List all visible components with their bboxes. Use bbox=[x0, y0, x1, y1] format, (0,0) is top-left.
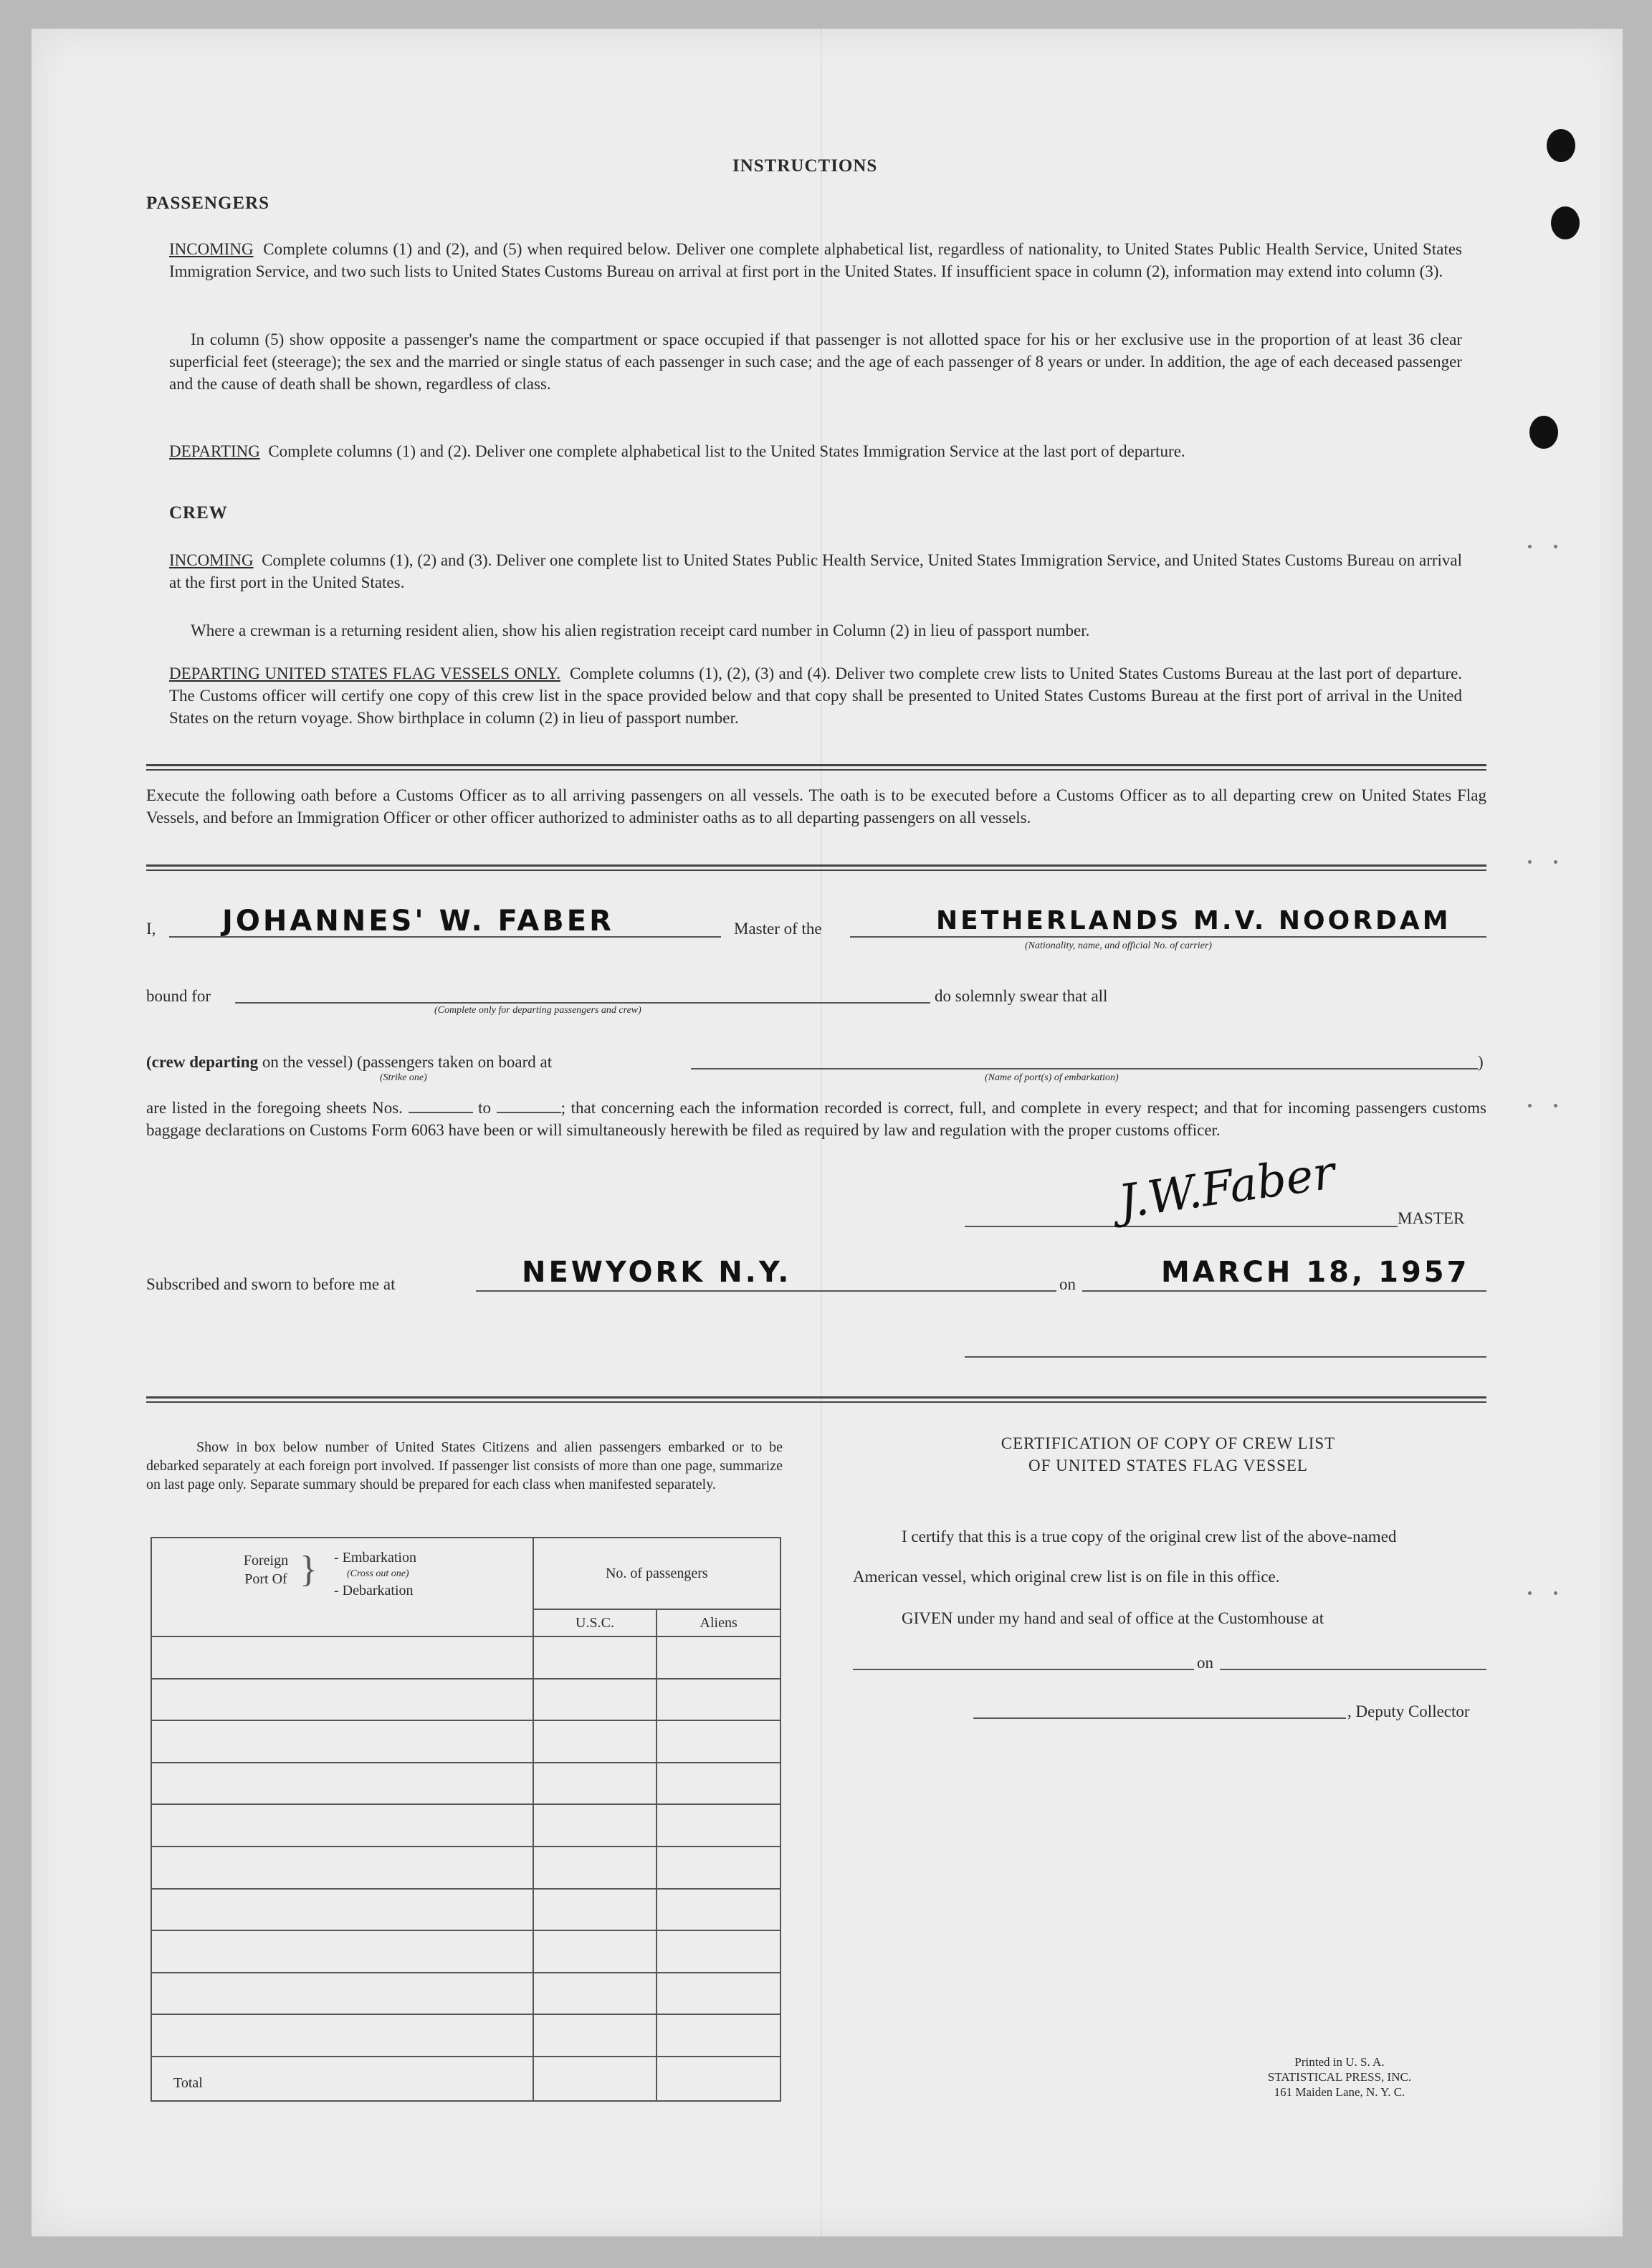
table-row bbox=[151, 1636, 780, 1679]
aliens-cell[interactable] bbox=[656, 1847, 780, 1889]
passengers-incoming-label: INCOMING bbox=[169, 240, 254, 258]
margin-dot bbox=[1528, 1104, 1532, 1107]
crew-resident: Where a crewman is a returning resident alien, show his alien registration receipt card number in Column (2) in lieu of passport number. bbox=[191, 621, 1090, 639]
margin-dot bbox=[1554, 860, 1557, 864]
section-divider bbox=[146, 764, 1486, 771]
crew-departing-label: DEPARTING UNITED STATES FLAG VESSELS ONLY. bbox=[169, 664, 560, 682]
sworn-date-field[interactable]: MARCH 18, 1957 bbox=[1161, 1256, 1470, 1289]
carrier-field[interactable]: NETHERLANDS M.V. NOORDAM bbox=[936, 906, 1451, 935]
port-cell[interactable] bbox=[151, 1763, 533, 1805]
margin-dot bbox=[1528, 545, 1532, 548]
aliens-cell[interactable] bbox=[656, 1930, 780, 1973]
carrier-caption: (Nationality, name, and official No. of carrier) bbox=[1025, 940, 1212, 951]
crew-departing-text: Complete columns (1), (2), (3) and (4). Deliver two complete crew lists to United States Customs Bureau at the last port of departure. The Customs officer will certify one copy of this crew list in the space provided below and that copy shall be presented to United States Customs Bureau at the first port of arrival in the United States on the return voyage. Show birthplace in column (2) in lieu of passport number. bbox=[169, 664, 1463, 727]
port-cell[interactable] bbox=[151, 1720, 533, 1763]
passengers-incoming bbox=[169, 238, 1462, 282]
passengers-departing bbox=[169, 440, 1462, 462]
margin-dot bbox=[1528, 1591, 1532, 1595]
table-row bbox=[151, 1679, 780, 1721]
carrier-line bbox=[850, 936, 1486, 938]
port-cell[interactable] bbox=[151, 1636, 533, 1679]
table-row bbox=[151, 1720, 780, 1763]
foreign-port-of: Foreign Port Of bbox=[243, 1553, 289, 1587]
table-row bbox=[151, 1889, 780, 1931]
printer-imprint bbox=[1250, 2054, 1429, 2100]
sworn-place-field[interactable]: NEWYORK N.Y. bbox=[522, 1256, 792, 1289]
master-name-field[interactable]: JOHANNES' W. FABER bbox=[222, 905, 614, 938]
sheets-from-blank[interactable] bbox=[409, 1112, 473, 1113]
table-row bbox=[151, 1847, 780, 1889]
crew-departing-label: (crew departing bbox=[146, 1053, 259, 1071]
passengers-departing-text: Complete columns (1) and (2). Deliver one complete alphabetical list to the United States Immigration Service at the last port of departure. bbox=[268, 442, 1185, 460]
ports-line[interactable] bbox=[691, 1068, 1478, 1069]
port-cell[interactable] bbox=[151, 2014, 533, 2057]
bound-for-line[interactable] bbox=[235, 1002, 930, 1004]
swear-label: do solemnly swear that all bbox=[935, 987, 1108, 1005]
aliens-cell[interactable] bbox=[656, 1679, 780, 1721]
officer-line[interactable] bbox=[965, 1356, 1486, 1358]
punch-hole bbox=[1551, 206, 1580, 239]
usc-cell[interactable] bbox=[533, 1804, 657, 1847]
usc-cell[interactable] bbox=[533, 1889, 657, 1931]
no-of-passengers-header: No. of passengers bbox=[533, 1538, 780, 1609]
usc-cell[interactable] bbox=[533, 1720, 657, 1763]
passengers-column5: In column (5) show opposite a passenger's name the compartment or space occupied if that passenger is not allotted space for his or her exclusive use in the proportion of at least 36 clear superficial feet (steerage); the sex and the married or single status of each passenger in such case; and the age of each passenger of 8 years or under. In addition, the age of each deceased passenger and the cause of death shall be shown, regardless of class. bbox=[169, 330, 1462, 393]
table-row bbox=[151, 1763, 780, 1805]
close-paren: ) bbox=[1478, 1053, 1484, 1071]
sworn-label: Subscribed and sworn to before me at bbox=[146, 1275, 396, 1293]
sheets-to-blank[interactable] bbox=[497, 1112, 561, 1113]
printer-line2: STATISTICAL PRESS, INC. bbox=[1267, 2070, 1412, 2084]
on-vessel-label: on the vessel) (passengers taken on board at bbox=[262, 1053, 553, 1071]
usc-cell[interactable] bbox=[533, 1973, 657, 2015]
certification-heading bbox=[932, 1432, 1405, 1477]
usc-cell[interactable] bbox=[533, 1930, 657, 1973]
master-signature-line bbox=[965, 1226, 1398, 1227]
port-cell[interactable] bbox=[151, 1930, 533, 1973]
to-label: to bbox=[478, 1099, 492, 1117]
strike-caption: (Strike one) bbox=[380, 1072, 427, 1083]
margin-dot bbox=[1554, 1104, 1557, 1107]
punch-hole bbox=[1547, 129, 1575, 162]
crew-incoming bbox=[169, 549, 1462, 594]
usc-cell[interactable] bbox=[533, 1763, 657, 1805]
port-cell[interactable] bbox=[151, 1804, 533, 1847]
master-label: MASTER bbox=[1398, 1209, 1465, 1227]
certification-heading-line2: OF UNITED STATES FLAG VESSEL bbox=[1028, 1457, 1308, 1474]
table-row bbox=[151, 1804, 780, 1847]
page-title: INSTRUCTIONS bbox=[732, 156, 878, 176]
usc-cell[interactable] bbox=[533, 1679, 657, 1721]
ports-caption: (Name of port(s) of embarkation) bbox=[985, 1072, 1119, 1083]
crew-incoming-label: INCOMING bbox=[169, 551, 254, 569]
debarkation-label[interactable]: - Debarkation bbox=[334, 1583, 414, 1598]
aliens-total-cell[interactable] bbox=[656, 2057, 780, 2101]
sworn-date-line bbox=[1082, 1290, 1486, 1292]
usc-total-cell[interactable] bbox=[533, 2057, 657, 2101]
usc-cell[interactable] bbox=[533, 2014, 657, 2057]
table-row bbox=[151, 1930, 780, 1973]
listed-label: are listed in the foregoing sheets Nos. bbox=[146, 1099, 403, 1117]
port-cell[interactable] bbox=[151, 1679, 533, 1721]
bound-for-caption: (Complete only for departing passengers and crew) bbox=[434, 1005, 641, 1016]
sworn-place-line bbox=[476, 1290, 1056, 1292]
port-cell[interactable] bbox=[151, 1973, 533, 2015]
margin-dot bbox=[1554, 545, 1557, 548]
margin-dot bbox=[1554, 1591, 1557, 1595]
port-header-cell bbox=[151, 1538, 533, 1636]
certification-text1: I certify that this is a true copy of the original crew list of the above-named bbox=[902, 1528, 1397, 1545]
crew-departing-strike bbox=[146, 1051, 552, 1073]
passenger-summary-table bbox=[151, 1537, 781, 2102]
aliens-cell[interactable] bbox=[656, 1973, 780, 2015]
punch-hole bbox=[1529, 416, 1558, 449]
crew-departing bbox=[169, 662, 1462, 729]
deputy-label: , Deputy Collector bbox=[1347, 1702, 1470, 1720]
aliens-cell[interactable] bbox=[656, 1804, 780, 1847]
certification-text2: American vessel, which original crew list is on file in this office. bbox=[853, 1568, 1280, 1586]
margin-dot bbox=[1528, 860, 1532, 864]
total-row bbox=[151, 2057, 780, 2101]
oath-intro: Execute the following oath before a Customs Officer as to all arriving passengers on all vessels. The oath is to be executed before a Customs Officer as to all departing crew on United States Flag Vessels, and before an Immigration Officer or other officer authorized to administer oaths as to all departing passengers on all vessels. bbox=[146, 786, 1486, 826]
usc-cell[interactable] bbox=[533, 1636, 657, 1679]
crew-heading: CREW bbox=[169, 503, 228, 523]
aliens-cell[interactable] bbox=[656, 1889, 780, 1931]
printer-line1: Printed in U. S. A. bbox=[1294, 2055, 1385, 2069]
aliens-header: Aliens bbox=[656, 1609, 780, 1636]
usc-header: U.S.C. bbox=[533, 1609, 657, 1636]
crew-incoming-text: Complete columns (1), (2) and (3). Deliver one complete list to United States Public Health Service, United States Immigration Service, and United States Customs Bureau on arrival at the first port in the United States. bbox=[169, 551, 1462, 591]
total-label: Total bbox=[151, 2057, 533, 2101]
section-divider bbox=[146, 1396, 1486, 1403]
master-of-label: Master of the bbox=[734, 920, 822, 938]
certification-given: GIVEN under my hand and seal of office at the Customhouse at bbox=[902, 1609, 1324, 1627]
table-row bbox=[151, 2014, 780, 2057]
port-cell[interactable] bbox=[151, 1889, 533, 1931]
oath-i-label: I, bbox=[146, 920, 156, 938]
listed-paragraph bbox=[146, 1097, 1486, 1141]
port-cell[interactable] bbox=[151, 1847, 533, 1889]
table-row bbox=[151, 1973, 780, 2015]
aliens-cell[interactable] bbox=[656, 1636, 780, 1679]
usc-cell[interactable] bbox=[533, 1847, 657, 1889]
section-divider bbox=[146, 864, 1486, 871]
passengers-incoming-text: Complete columns (1) and (2), and (5) when required below. Deliver one complete alphabetical list, regardless of nationality, to United States Public Health Service, United States Immigration Service, and two such lists to United States Customs Bureau on arrival at first port in the United States. If insufficient space in column (2), information may extend into column (3). bbox=[169, 240, 1462, 280]
passengers-departing-label: DEPARTING bbox=[169, 442, 260, 460]
bound-for-label: bound for bbox=[146, 987, 211, 1005]
aliens-cell[interactable] bbox=[656, 1763, 780, 1805]
embarkation-label[interactable]: - Embarkation bbox=[334, 1550, 416, 1566]
master-signature: J.W.Faber bbox=[1115, 1146, 1339, 1229]
certification-date-line[interactable] bbox=[1220, 1669, 1486, 1670]
printer-line3: 161 Maiden Lane, N. Y. C. bbox=[1274, 2085, 1405, 2099]
customhouse-line[interactable] bbox=[853, 1669, 1194, 1670]
passengers-heading: PASSENGERS bbox=[146, 194, 270, 213]
summary-instructions: Show in box below number of United States Citizens and alien passengers embarked or to be debarked separately at each foreign port involved. If passenger list consists of more than one page, summarize on last page only. Separate summary should be prepared for each class when manifested separately. bbox=[146, 1439, 783, 1492]
aliens-cell[interactable] bbox=[656, 2014, 780, 2057]
deputy-line[interactable] bbox=[973, 1717, 1346, 1719]
brace: } bbox=[300, 1549, 317, 1590]
aliens-cell[interactable] bbox=[656, 1720, 780, 1763]
listed-rest: ; that concerning each the information recorded is correct, full, and complete in every respect; and that for incoming passengers customs baggage declarations on Customs Form 6063 have been or will simultaneously herewith be filed as required by law and regulation with the proper customs officer. bbox=[146, 1099, 1487, 1139]
sworn-on-label: on bbox=[1059, 1275, 1076, 1293]
certification-heading-line1: CERTIFICATION OF COPY OF CREW LIST bbox=[1001, 1434, 1336, 1452]
cross-out-caption: (Cross out one) bbox=[347, 1568, 409, 1579]
certification-on-label: on bbox=[1197, 1654, 1213, 1672]
